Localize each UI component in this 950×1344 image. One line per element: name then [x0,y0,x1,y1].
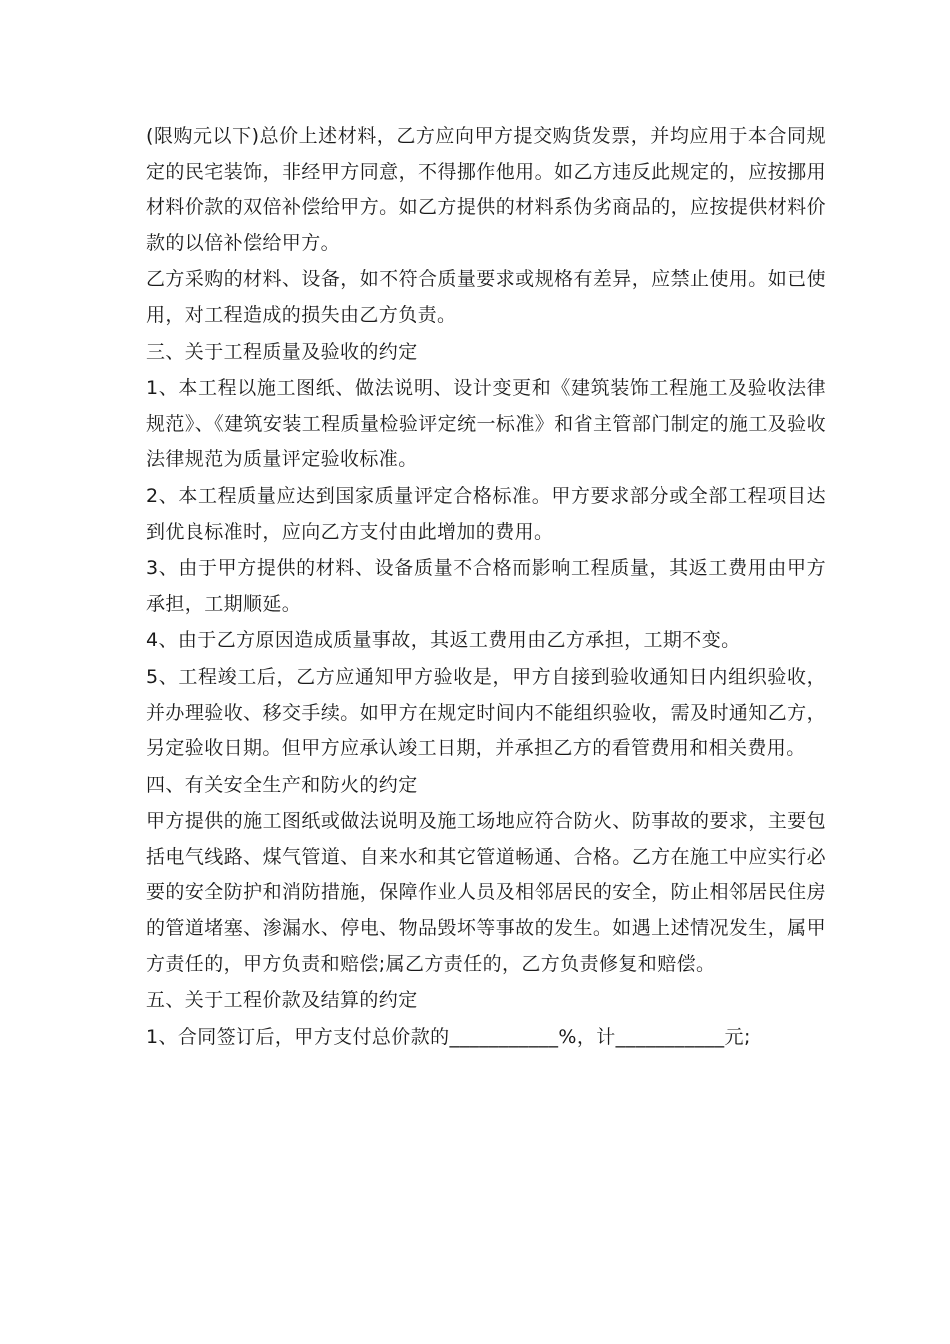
paragraph-quality-2: 2、本工程质量应达到国家质量评定合格标准。甲方要求部分或全部工程项目达到优良标准时，应向乙方支付由此增加的费用。 [146,484,826,543]
paragraph-safety: 甲方提供的施工图纸或做法说明及施工场地应符合防火、防事故的要求，主要包括电气线路、煤气管道、自来水和其它管道畅通、合格。乙方在施工中应实行必要的安全防护和消防措施，保障作业人员及相邻居民的安全，防止相邻居民住房的管道堵塞、渗漏水、停电、物品毁坏等事故的发生。如遇上述情况发生，属甲方责任的，甲方负责和赔偿;属乙方责任的，乙方负责修复和赔偿。 [146,810,826,975]
paragraph-quality-1: 1、本工程以施工图纸、做法说明、设计变更和《建筑装饰工程施工及验收法律规范》、《建筑安装工程质量检验评定统一标准》和省主管部门制定的施工及验收法律规范为质量评定验收标准。 [146,377,826,471]
paragraph-material-invoice: (限购元以下)总价上述材料，乙方应向甲方提交购货发票，并均应用于本合同规定的民宅装饰，非经甲方同意，不得挪作他用。如乙方违反此规定的，应按挪用材料价款的双倍补偿给甲方。如乙方提供的材料系伪劣商品的，应按提供材料价款的以倍补偿给甲方。 [146,125,826,254]
section-heading-quality: 三、关于工程质量及验收的约定 [146,340,418,363]
paragraph-payment-1: 1、合同签订后，甲方支付总价款的___________%，计___________元; [146,1025,751,1048]
document-body [146,119,826,1055]
paragraph-material-quality: 乙方采购的材料、设备，如不符合质量要求或规格有差异，应禁止使用。如已使用，对工程造成的损失由乙方负责。 [146,268,826,326]
paragraph-quality-5: 5、工程竣工后，乙方应通知甲方验收是，甲方自接到验收通知日内组织验收，并办理验收、移交手续。如甲方在规定时间内不能组织验收，需及时通知乙方，另定验收日期。但甲方应承认竣工日期，并承担乙方的看管费用和相关费用。 [146,665,826,760]
section-heading-payment: 五、关于工程价款及结算的约定 [146,989,418,1012]
section-heading-safety: 四、有关安全生产和防火的约定 [146,773,418,796]
paragraph-quality-3: 3、由于甲方提供的材料、设备质量不合格而影响工程质量，其返工费用由甲方承担，工期顺延。 [146,557,826,615]
paragraph-quality-4: 4、由于乙方原因造成质量事故，其返工费用由乙方承担，工期不变。 [146,629,741,652]
